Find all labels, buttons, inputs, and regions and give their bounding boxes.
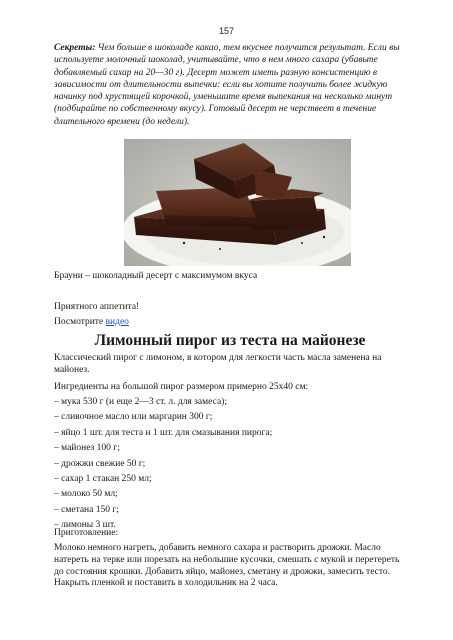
brownie-illustration bbox=[124, 139, 351, 266]
list-item: – мука 530 г (и еще 2—3 ст. л. для замеса); bbox=[54, 397, 227, 407]
recipe-intro: Классический пирог с лимоном, в котором для легкости часть масла заменена на майонез. bbox=[54, 353, 382, 375]
preparation-text: Молоко немного нагреть, добавить немного сахара и растворить дрожжи. Масло натереть на терке или порезать на небольшие кусочки, смешать с мукой и перетереть до состояния крошки. Добавить яйцо, майонез, сметану и дрожжи, замесить тесто. Накрыть пленкой и поставить в холодильник на 2 часа. bbox=[54, 543, 400, 589]
list-item: – лимоны 3 шт. bbox=[54, 520, 116, 531]
watch-video-line bbox=[54, 316, 129, 328]
ingredients-list bbox=[54, 396, 406, 535]
secrets-label: Секреты: bbox=[54, 43, 96, 53]
enjoy-text: Приятного аппетита! bbox=[54, 302, 140, 312]
list-item: – сливочное масло или маргарин 300 г; bbox=[54, 412, 213, 423]
video-link[interactable]: видео bbox=[105, 317, 129, 327]
secrets-text: Чем больше в шоколаде какао, тем вкуснее получится результат. Если вы используете молочный шоколад, учитывайте, что в нем много сахара (убавьте добавляемый сахар на 20—30 г). Десерт может иметь разную консистенцию в зависимости от длительности выпечки: если вы хотите получить более жидкую начинку под хрустящей корочкой, уменьшите время выпекания на несколько минут (подбирайте по собственному вкусу). Готовый десерт не черствеет в течение длительного времени (до недели). bbox=[54, 43, 400, 127]
list-item: – молоко 50 мл; bbox=[54, 489, 118, 500]
photo-caption: Брауни – шоколадный десерт с максимумом вкуса bbox=[54, 271, 258, 281]
watch-prefix: Посмотрите bbox=[54, 317, 106, 327]
list-item: – сахар 1 стакан 250 мл; bbox=[54, 473, 152, 484]
preparation-heading: Приготовление: bbox=[54, 528, 119, 538]
ingredients-heading: Ингредиенты на большой пирог размером примерно 25х40 см: bbox=[54, 382, 309, 392]
list-item: – дрожжи свежие 50 г; bbox=[54, 458, 146, 469]
brownie-photo bbox=[124, 139, 351, 266]
list-item: – яйцо 1 шт. для теста и 1 шт. для смазывания пирога; bbox=[54, 427, 273, 438]
page-number: 157 bbox=[218, 26, 235, 36]
list-item: – майонез 100 г; bbox=[54, 443, 120, 454]
list-item: – сметана 150 г; bbox=[54, 504, 119, 515]
secrets-paragraph bbox=[54, 42, 406, 128]
recipe-title: Лимонный пирог из теста на майонезе bbox=[94, 332, 366, 349]
